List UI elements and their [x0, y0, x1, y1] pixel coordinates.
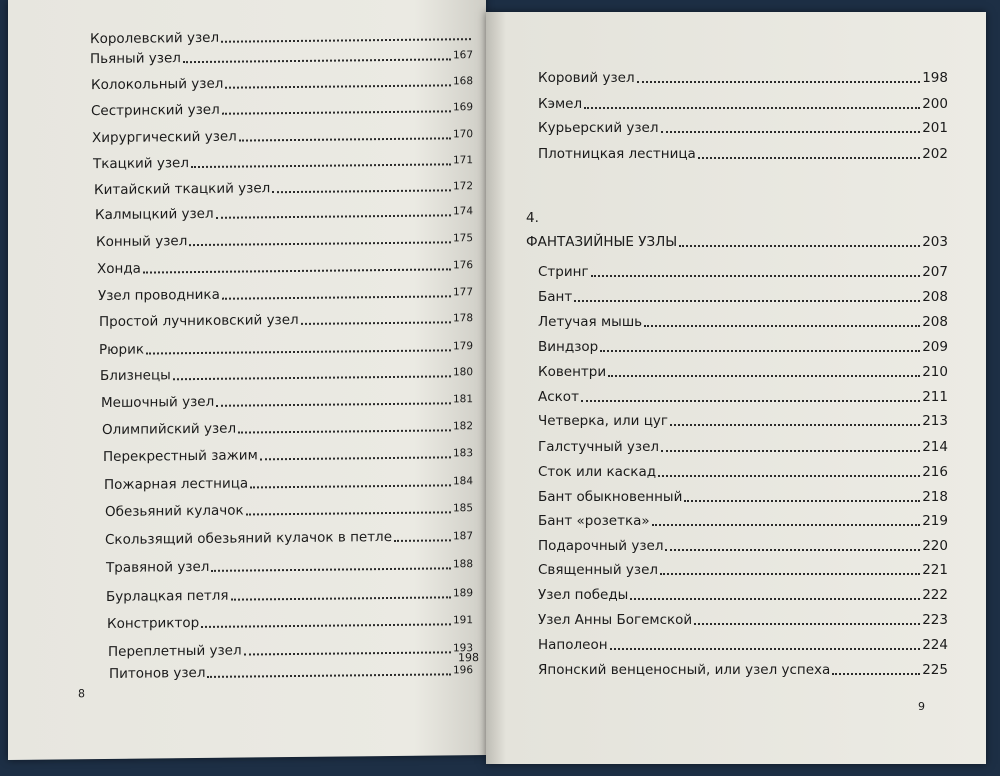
toc-entry — [94, 178, 473, 198]
toc-entry-page: 183 — [452, 447, 473, 460]
toc-entry-page: 219 — [922, 513, 948, 529]
toc-entry-title: Четверка, или цуг — [538, 413, 669, 429]
dot-leader — [201, 623, 451, 628]
toc-entry-page: 176 — [452, 259, 473, 272]
toc-entry-title: Близнецы — [100, 367, 171, 385]
toc-entry-title: Бурлацкая петля — [106, 587, 229, 605]
toc-entry-page: 216 — [922, 464, 948, 480]
toc-entry — [91, 99, 473, 119]
toc-entry — [538, 637, 948, 653]
toc-entry — [90, 47, 473, 67]
toc-entry-title: Узел Анны Богемской — [538, 612, 693, 628]
toc-entry-title: Подарочный узел — [538, 538, 664, 554]
toc-entry — [538, 612, 948, 628]
toc-entry-page: 224 — [922, 637, 948, 653]
dot-leader — [665, 549, 920, 551]
dot-leader — [832, 673, 920, 675]
toc-entry — [95, 203, 473, 223]
toc-entry — [108, 640, 473, 660]
toc-entry-page: 200 — [922, 96, 948, 112]
toc-entry-page: 220 — [922, 538, 948, 554]
dot-leader — [146, 349, 451, 354]
toc-entry-title: Олимпийский узел — [102, 420, 237, 439]
toc-entry-title: Травяной узел — [106, 558, 210, 576]
toc-entry-page: 187 — [452, 530, 473, 543]
toc-entry-title: Бант обыкновенный — [538, 489, 683, 505]
toc-entry — [91, 73, 473, 93]
section-number: 4. — [526, 210, 539, 226]
toc-entry-page: 185 — [452, 502, 473, 515]
toc-entry — [538, 489, 948, 505]
toc-entry-page: 170 — [452, 128, 473, 141]
toc-entry-title: ФАНТАЗИЙНЫЕ УЗЛЫ — [526, 234, 678, 250]
dot-leader — [189, 241, 451, 246]
toc-entry-title: Рюрик — [99, 341, 145, 359]
toc-entry-title: Наполеон — [538, 637, 608, 653]
toc-entry-title: Виндзор — [538, 339, 599, 355]
dot-leader — [211, 567, 451, 572]
toc-entry-page: 178 — [452, 312, 473, 325]
toc-entry-title: Переплетный узел — [108, 642, 242, 660]
toc-entry-page: 181 — [452, 393, 473, 406]
dot-leader — [272, 189, 451, 193]
toc-entry-page: 188 — [452, 558, 473, 571]
toc-entry-page: 167 — [452, 49, 473, 62]
dot-leader — [222, 295, 451, 299]
toc-entry-page: 213 — [922, 413, 948, 429]
toc-entry-page: 221 — [922, 562, 948, 578]
toc-entry-page: 196 — [452, 664, 473, 677]
toc-entry-page: 193 — [452, 642, 473, 655]
toc-entry-title: Галстучный узел — [538, 439, 660, 455]
toc-entry-page: 208 — [922, 289, 948, 305]
toc-entry-title: Бант — [538, 289, 573, 305]
toc-entry — [538, 146, 948, 162]
toc-entry — [538, 413, 948, 429]
dot-leader — [250, 484, 451, 488]
toc-entry-title: Пьяный узел — [90, 50, 181, 68]
toc-entry-page: 191 — [452, 614, 473, 627]
dot-leader — [600, 350, 920, 352]
dot-leader — [679, 245, 920, 247]
toc-entry-title: Курьерский узел — [538, 120, 659, 136]
toc-entry — [538, 314, 948, 330]
toc-entry-title: Перекрестный зажим — [103, 447, 258, 466]
toc-entry — [538, 662, 948, 678]
toc-entry-title: Аскот — [538, 389, 579, 405]
toc-entry-title: Кэмел — [538, 96, 583, 112]
dot-leader — [661, 450, 920, 452]
toc-entry — [99, 338, 473, 358]
toc-entry-page: 177 — [452, 286, 473, 299]
toc-entry-page: 203 — [922, 234, 948, 250]
toc-entry-page: 210 — [922, 364, 948, 380]
toc-entry-page: 208 — [922, 314, 948, 330]
toc-entry — [97, 257, 473, 277]
toc-entry — [538, 339, 948, 355]
dot-leader — [244, 651, 451, 655]
dot-leader — [644, 325, 920, 327]
toc-entry-page: 174 — [452, 205, 473, 218]
toc-entry-title: Японский венценосный, или узел успеха — [538, 662, 831, 678]
dot-leader — [216, 402, 451, 406]
toc-entry — [538, 464, 948, 480]
dot-leader — [216, 214, 451, 218]
toc-entry-title: Бант «розетка» — [538, 513, 650, 529]
toc-entry — [93, 152, 473, 172]
toc-entry-title: Скользящий обезьяний кулачок в петле — [105, 528, 392, 548]
toc-entry-page: 207 — [922, 264, 948, 280]
left-page — [8, 0, 486, 760]
toc-entry — [107, 612, 473, 632]
toc-entry — [538, 120, 948, 136]
toc-entry — [101, 391, 473, 411]
toc-entry — [98, 284, 473, 304]
dot-leader — [591, 275, 921, 277]
toc-entry-page: 184 — [452, 475, 473, 488]
dot-leader — [584, 107, 920, 109]
toc-entry — [106, 585, 473, 605]
dot-leader — [260, 456, 451, 460]
toc-entry-page: 168 — [452, 75, 473, 88]
dot-leader — [670, 424, 920, 426]
toc-entry — [538, 364, 948, 380]
dot-leader — [183, 58, 451, 63]
toc-entry-title: Священный узел — [538, 562, 659, 578]
toc-entry — [104, 473, 473, 493]
dot-leader — [225, 84, 451, 88]
toc-entry — [92, 126, 473, 146]
toc-entry-title: Сток или каскад — [538, 464, 657, 480]
dot-leader — [661, 131, 921, 133]
toc-entry-page: 201 — [922, 120, 948, 136]
toc-entry — [538, 439, 948, 455]
toc-entry — [538, 389, 948, 405]
toc-entry-title: Летучая мышь — [538, 314, 643, 330]
dot-leader — [394, 539, 451, 542]
toc-entry-page: 214 — [922, 439, 948, 455]
dot-leader — [637, 81, 921, 83]
toc-entry-title: Узел проводника — [98, 286, 220, 305]
toc-entry — [538, 538, 948, 554]
toc-entry-title: Узел победы — [538, 587, 629, 603]
extra-page-number: 198 — [458, 651, 479, 665]
toc-entry-title: Калмыцкий узел — [95, 205, 214, 224]
dot-leader — [610, 648, 921, 650]
dot-leader — [222, 110, 451, 114]
dot-leader — [658, 475, 920, 477]
toc-entry — [538, 513, 948, 529]
toc-entry-title: Плотницкая лестница — [538, 146, 696, 162]
toc-entry-page: 175 — [452, 232, 473, 245]
dot-leader — [574, 300, 920, 302]
toc-entry — [100, 364, 473, 384]
toc-entry-page: 180 — [452, 366, 473, 379]
toc-entry-page: 182 — [452, 420, 473, 433]
toc-entry-title: Пожарная лестница — [104, 475, 249, 493]
dot-leader — [173, 375, 451, 380]
toc-entry-page: 202 — [922, 146, 948, 162]
dot-leader — [143, 268, 451, 273]
toc-entry-title: Питонов узел — [109, 664, 206, 682]
toc-entry-title: Хонда — [97, 260, 141, 278]
toc-entry — [102, 418, 473, 438]
toc-entry-page: 198 — [922, 70, 948, 86]
toc-entry-title: Простой лучниковский узел — [99, 311, 299, 331]
toc-entry — [103, 445, 473, 465]
toc-entry-title: Сестринский узел — [91, 101, 220, 120]
dot-leader — [581, 400, 920, 402]
toc-entry-page: 189 — [452, 587, 473, 600]
toc-entry-page: 218 — [922, 489, 948, 505]
dot-leader — [684, 500, 920, 502]
toc-entry — [538, 70, 948, 86]
toc-entry — [105, 500, 473, 520]
toc-entry-title: Констриктор — [107, 614, 200, 632]
page-number-right: 9 — [918, 700, 925, 713]
dot-leader — [694, 623, 920, 625]
page-number-left: 8 — [78, 687, 85, 701]
toc-entry-page: 225 — [922, 662, 948, 678]
toc-entry-page: 169 — [452, 101, 473, 114]
toc-entry — [538, 587, 948, 603]
dot-leader — [221, 38, 471, 43]
dot-leader — [238, 429, 451, 433]
dot-leader — [191, 163, 451, 168]
toc-entry — [538, 289, 948, 305]
toc-entry — [90, 27, 473, 47]
toc-entry-title: Коровий узел — [538, 70, 635, 86]
dot-leader — [630, 598, 920, 600]
toc-entry-title: Мешочный узел — [101, 393, 215, 412]
toc-entry-title: Конный узел — [96, 233, 188, 251]
toc-entry — [106, 556, 473, 576]
toc-entry-page: 222 — [922, 587, 948, 603]
dot-leader — [207, 673, 450, 678]
toc-entry-title: Колокольный узел — [91, 75, 224, 94]
toc-entry-page: 179 — [452, 340, 473, 353]
toc-entry — [96, 230, 473, 250]
toc-entry-page: 209 — [922, 339, 948, 355]
toc-entry-title: Ковентри — [538, 364, 607, 380]
toc-entry-title: Ткацкий узел — [93, 155, 189, 173]
dot-leader — [239, 137, 451, 141]
toc-entry-page: 223 — [922, 612, 948, 628]
toc-entry-title: Хирургический узел — [92, 128, 237, 147]
dot-leader — [246, 511, 451, 515]
toc-entry — [526, 234, 948, 250]
dot-leader — [698, 157, 920, 159]
toc-entry — [105, 528, 473, 548]
toc-entry-title: Китайский ткацкий узел — [94, 180, 271, 199]
toc-entry-title: Королевский узел — [90, 29, 220, 48]
toc-entry-page: 211 — [922, 389, 948, 405]
toc-entry — [538, 96, 948, 112]
dot-leader — [660, 573, 920, 575]
toc-entry — [538, 562, 948, 578]
right-page — [486, 12, 986, 764]
toc-entry-page: 172 — [452, 180, 473, 193]
toc-entry — [538, 264, 948, 280]
toc-entry-title: Стринг — [538, 264, 589, 280]
toc-entry-page: 171 — [452, 154, 473, 167]
dot-leader — [301, 321, 451, 325]
toc-entry — [109, 662, 473, 682]
toc-entry-title: Обезьяний кулачок — [105, 502, 244, 520]
toc-entry — [99, 310, 473, 330]
dot-leader — [652, 524, 921, 526]
dot-leader — [608, 375, 920, 377]
dot-leader — [231, 596, 451, 600]
